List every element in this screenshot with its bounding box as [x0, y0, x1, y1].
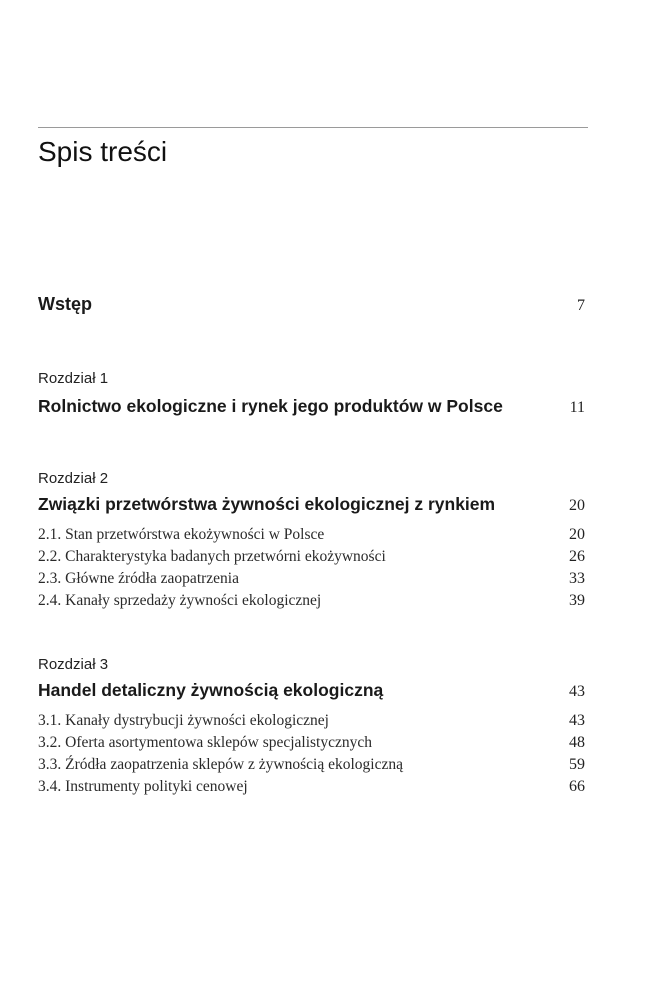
toc-entry-section	[38, 570, 588, 588]
toc-entry-section	[38, 526, 588, 544]
section-title: 2.1. Stan przetwórstwa ekożywności w Polsce	[38, 526, 325, 543]
toc-entry-page: 20	[569, 497, 585, 514]
toc-entry-page: 66	[569, 778, 585, 795]
toc-entry-section	[38, 778, 588, 796]
toc-entry-page: 43	[569, 683, 585, 700]
chapter-label: Rozdział 2	[38, 470, 109, 487]
section-title: 3.1. Kanały dystrybucji żywności ekologicznej	[38, 712, 329, 729]
toc-entry-section	[38, 548, 588, 566]
chapter-title: Związki przetwórstwa żywności ekologicznej z rynkiem	[38, 494, 496, 514]
chapter-label: Rozdział 1	[38, 370, 109, 387]
toc-entry-section	[38, 756, 588, 774]
toc-entry-section	[38, 712, 588, 730]
chapter-title: Rolnictwo ekologiczne i rynek jego produktów w Polsce	[38, 396, 503, 416]
toc-entry-chapter	[38, 396, 588, 417]
toc-entry-title: Wstęp	[38, 294, 92, 314]
toc-entry-page: 11	[569, 399, 585, 416]
header-rule	[38, 127, 588, 128]
toc-entry-page: 59	[569, 756, 585, 773]
section-title: 2.4. Kanały sprzedaży żywności ekologicznej	[38, 592, 322, 609]
toc-entry-page: 43	[569, 712, 585, 729]
section-title: 3.3. Źródła zaopatrzenia sklepów z żywnością ekologiczną	[38, 756, 403, 773]
page-title: Spis treści	[38, 136, 168, 167]
toc-entry-page: 7	[577, 297, 585, 314]
toc-entry-page: 48	[569, 734, 585, 751]
toc-entry-page: 26	[569, 548, 585, 565]
section-title: 3.4. Instrumenty polityki cenowej	[38, 778, 248, 795]
chapter-label: Rozdział 3	[38, 656, 109, 673]
toc-entry-page: 33	[569, 570, 585, 587]
toc-entry-page: 20	[569, 526, 585, 543]
section-title: 3.2. Oferta asortymentowa sklepów specjalistycznych	[38, 734, 373, 751]
toc-entry-section	[38, 734, 588, 752]
toc-entry-intro	[38, 294, 588, 315]
toc-entry-page: 39	[569, 592, 585, 609]
toc-entry-chapter	[38, 494, 588, 515]
toc-entry-chapter	[38, 680, 588, 701]
toc-entry-section	[38, 592, 588, 610]
chapter-title: Handel detaliczny żywnością ekologiczną	[38, 680, 384, 700]
section-title: 2.3. Główne źródła zaopatrzenia	[38, 570, 239, 587]
section-title: 2.2. Charakterystyka badanych przetwórni ekożywności	[38, 548, 386, 565]
